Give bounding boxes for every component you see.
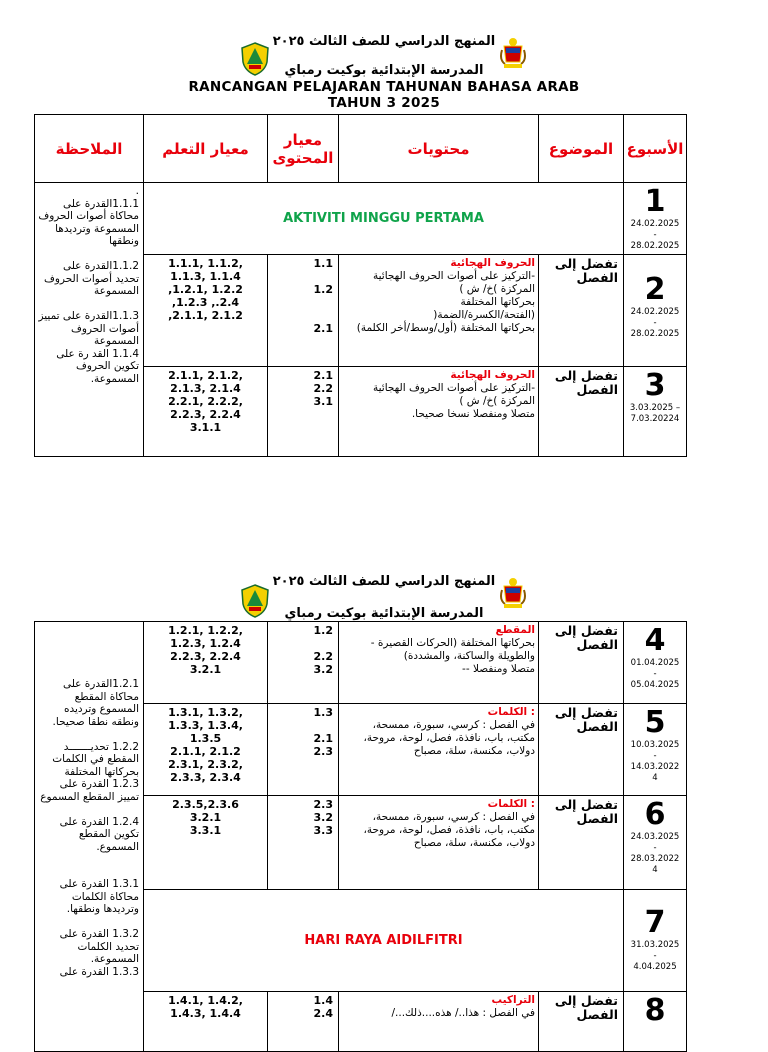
table-row [35,183,687,255]
contents-cell [339,367,539,457]
contents-heading: : الكلمات [487,798,535,810]
notes-text: . 1.1.1القدرة على محاكاة أصوات الحروف المسموعة وترديدها ونطقها 1.1.2القدرة على تحديد أصوات الحروف المسموعة 1.1.3القدرة على تمييز أصوات الحروف المسموعة 1.1.4 القد رة على تكوين الحروف المسموعة. [38,185,139,385]
contents-heading: : الكلمات [487,706,535,718]
contents-text: في الفصل : كرسي، سبورة، ممسحة، مكتب، باب، نافذة، فصل، لوحة، مروحة، دولاب، مكنسة، سلة، مصباح [363,719,535,757]
week-cell [624,622,687,704]
content-standard-cell: 2.1 2.2 3.1 [268,367,339,457]
table-header-row [35,115,687,183]
page-2 [0,570,768,1028]
contents-cell [339,255,539,367]
learning-standard-cell: 2.3.5,2.3.6 3.2.1 3.3.1 [144,796,268,890]
week-cell [624,183,687,255]
week-number: 7 [644,905,666,940]
week-dates: 10.03.2025 - 14.03.2022 4 [630,740,680,783]
topic-cell: تفضل إلى الفصل [539,255,624,367]
week-cell [624,367,687,457]
week-number: 8 [644,993,666,1028]
plan-table-1 [34,114,687,457]
arabic-title: المنهج الدراسي للصف الثالث ٢٠٢٥ [272,574,496,589]
content-standard-cell: 1.2 2.2 3.2 [268,622,339,704]
content-standard-cell: 2.3 3.2 3.3 [268,796,339,890]
topic-cell: تفضل إلى الفصل [539,992,624,1052]
topic-cell: تفضل إلى الفصل [539,622,624,704]
contents-text: في الفصل : هذا../ هذه....ذلك.../ [391,1007,535,1019]
week-number: 1 [644,184,666,219]
content-standard-cell: 1.3 2.1 2.3 [268,704,339,796]
contents-cell [339,622,539,704]
notes-cell [35,622,144,1052]
contents-heading: الحروف الهجائية [450,257,535,269]
week-dates: 24.02.2025 - 28.02.2025 [630,307,680,339]
week-number: 3 [644,368,666,403]
contents-text: -التركيز على أصوات الحروف الهجائية المركزة )خ/ ش ) متصلا ومنفصلا نسخا صحيحا. [372,382,535,420]
contents-text: -التركيز على أصوات الحروف الهجائية المركزة )خ/ ش ) بحركاتها المختلفة (الفتحة/الكسرة/الضمة( بحركاتها المختلفة (أول/وسط/أخر الكلمة) [356,270,535,334]
contents-heading: الحروف الهجائية [450,369,535,381]
school-name: المدرسة الإبتدائية بوكيت رمباي [284,606,484,621]
col-contents: محتويات [339,115,539,183]
notes-cell [35,183,144,457]
plan-table-2 [34,621,687,1052]
contents-text: في الفصل : كرسي، سبورة، ممسحة، مكتب، باب، نافذة، فصل، لوحة، مروحة، دولاب، مكنسة، سلة، مصباح [363,811,535,849]
school-name: المدرسة الإبتدائية بوكيت رمباي [284,63,484,78]
col-learning-standard: معيار التعلم [144,115,268,183]
table-row [35,622,687,704]
col-topic: الموضوع [539,115,624,183]
col-content-standard: معيار المحتوى [268,115,339,183]
week-dates: 01.04.2025 - 05.04.2025 [630,658,680,690]
content-standard-cell: 1.1 1.2 2.1 [268,255,339,367]
contents-heading: التراكيب [491,994,535,1006]
contents-cell [339,992,539,1052]
week-dates: 24.03.2025 - 28.03.2022 4 [630,832,680,875]
content-standard-cell: 1.4 2.4 [268,992,339,1052]
page-1 [0,0,768,434]
notes-text: 1.2.1القدرة على محاكاة المقطع المسموع وترديده ونطقه نطقا صحيحا. 1.2.2 تحديـــــــد المقطع في الكلمات بحركاتها المختلفة 1.2.3 القدرة على تمييز المقطع المسموع 1.2.4 القدرة على تكوين المقطع المسموع. 1.3.1 القدرة على محاكاة الكلمات وترديدها ونطقها. 1.3.2 القدرة على تحديد الكلمات المسموعة. 1.3.3 القدرة على [40,678,139,978]
week-number: 5 [644,705,666,740]
week-dates: 24.02.2025 - 28.02.2025 [630,219,680,251]
topic-cell: تفضل إلى الفصل [539,796,624,890]
topic-cell: تفضل إلى الفصل [539,367,624,457]
learning-standard-cell: 1.4.1, 1.4.2, 1.4.3, 1.4.4 [144,992,268,1052]
week-number: 6 [644,797,666,832]
banner-holiday: HARI RAYA AIDILFITRI [144,890,624,992]
learning-standard-cell: 1.3.1, 1.3.2, 1.3.3, 1.3.4, 1.3.5 2.1.1, 2.1.2 2.3.1, 2.3.2, 2.3.3, 2.3.4 [144,704,268,796]
col-notes: الملاحظة [35,115,144,183]
contents-cell [339,796,539,890]
week-number: 2 [644,272,666,307]
arabic-title: المنهج الدراسي للصف الثالث ٢٠٢٥ [272,34,496,49]
plan-year: TAHUN 3 2025 [327,95,441,111]
learning-standard-cell: 1.2.1, 1.2.2, 1.2.3, 1.2.4 2.2.3, 2.2.4 3.2.1 [144,622,268,704]
week-cell [624,890,687,992]
topic-cell: تفضل إلى الفصل [539,704,624,796]
week-cell [624,796,687,890]
week-dates: 3.03.2025 – 7.03.20224 [629,403,681,424]
contents-heading: المقطع [495,624,535,636]
learning-standard-cell: 2.1.1, 2.1.2, 2.1.3, 2.1.4 2.2.1, 2.2.2, 2.2.3, 2.2.4 3.1.1 [144,367,268,457]
learning-standard-cell: 1.1.1, 1.1.2, 1.1.3, 1.1.4 ,1.2.1, 1.2.2 ,1.2.3 ,.2.4 ,2.1.1, 2.1.2 [144,255,268,367]
page-header [0,570,768,622]
week-number: 4 [644,623,666,658]
week-cell [624,255,687,367]
week-cell [624,992,687,1052]
contents-cell [339,704,539,796]
col-week: الأسبوع [624,115,687,183]
banner-first-week: AKTIVITI MINGGU PERTAMA [144,183,624,255]
plan-title: RANCANGAN PELAJARAN TAHUNAN BAHASA ARAB [188,79,580,95]
week-cell [624,704,687,796]
page-header [0,0,768,112]
contents-text: بحركاتها المختلفة (الحركات القصيرة - والطويلة والساكنة، والمشددة) متصلا ومنفصلا -- [370,637,535,675]
week-dates: 31.03.2025 - 4.04.2025 [630,940,680,972]
